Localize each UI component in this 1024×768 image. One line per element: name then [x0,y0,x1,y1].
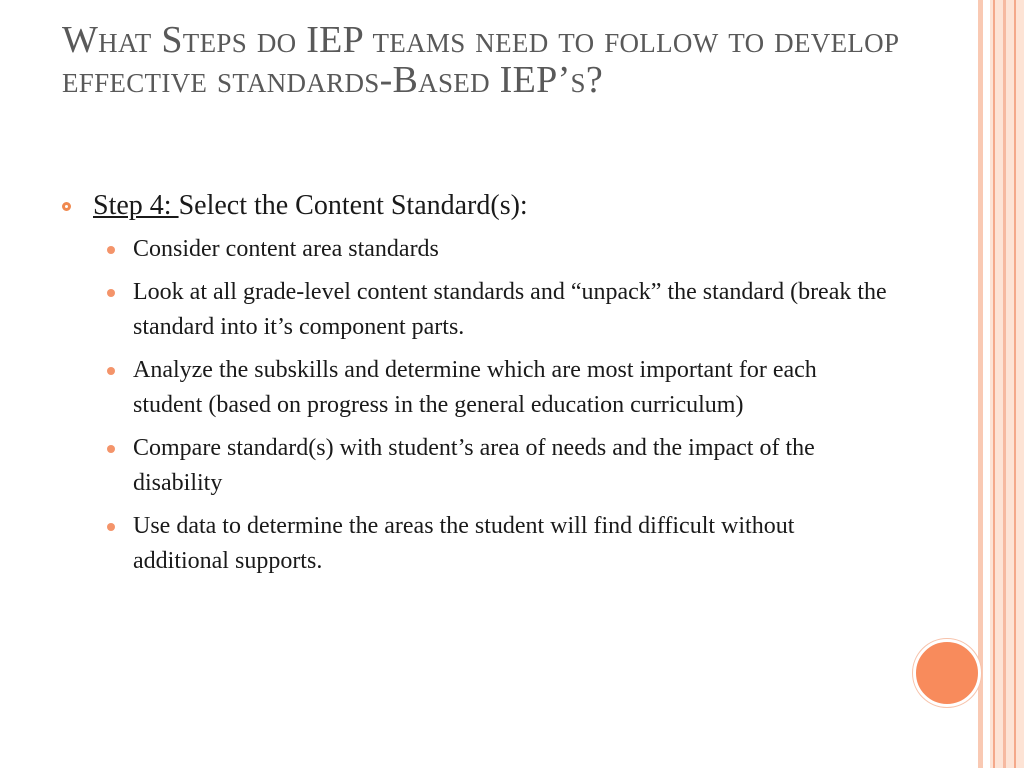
step-label: Step 4: [93,190,179,221]
border-line [1003,0,1006,768]
list-item-text: Analyze the subskills and determine which are most important for each student (based on progress in the general education curriculum) [133,357,817,418]
dot-bullet-icon [107,445,115,453]
border-line [1014,0,1016,768]
list-item [103,353,892,423]
slide-title: What Steps do IEP teams need to follow to develop effective standards-Based IEP’s? [62,19,900,101]
dot-bullet-icon [107,246,115,254]
bullet-list [62,232,892,579]
dot-bullet-icon [107,523,115,531]
list-item [103,431,892,501]
list-item-text: Consider content area standards [133,236,439,262]
list-item-text: Use data to determine the areas the student will find difficult without additional supports. [133,513,795,574]
list-item [103,232,892,267]
list-item-text: Compare standard(s) with student’s area of needs and the impact of the disability [133,435,815,496]
dot-bullet-icon [107,289,115,297]
dot-bullet-icon [107,367,115,375]
list-item [103,509,892,579]
slide-content [62,188,892,587]
list-item-text: Look at all grade-level content standards and “unpack” the standard (break the standard into it’s component parts. [133,279,887,340]
border-line [993,0,995,768]
list-item [103,275,892,345]
border-stripe [978,0,983,768]
border-band [990,0,1024,768]
decorative-circle [913,639,981,707]
step-item [62,188,892,224]
step-text: Select the Content Standard(s): [178,190,528,221]
ring-bullet-icon [62,202,71,211]
